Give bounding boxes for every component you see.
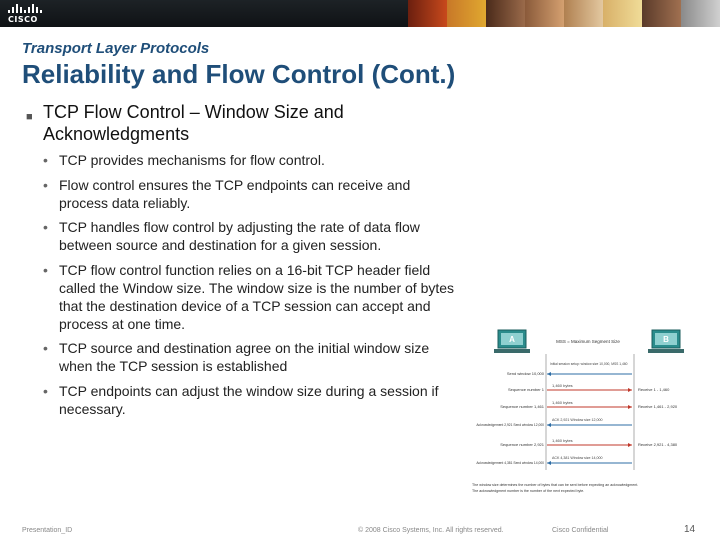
mss-label: MSS = Maximum Segment Size [556,339,620,344]
row-left-label: Acknowledgement 4,381 Send window 14,000 [476,461,544,465]
main-bullet [26,101,456,145]
row-center-label: ACK 2,921 Window size 12,000 [552,418,603,422]
row-center-label: ACK 4,381 Window size 14,000 [552,456,603,460]
list-item-text: TCP handles flow control by adjusting the rate of data flow between source and destination for a given session. [59,219,420,253]
segment-row [508,383,670,392]
bullet-dot-icon: • [43,219,48,235]
list-item [43,382,463,418]
ack-row [476,456,632,465]
row-left-label: Sequence number 1,461 [500,404,544,409]
window-size-diagram [468,326,708,498]
segment-row [500,400,678,409]
square-bullet-icon: ■ [26,111,33,123]
list-item-text: TCP provides mechanisms for flow control. [59,152,325,168]
banner-photo-strip [408,0,720,27]
bullet-dot-icon: • [43,340,48,356]
list-item [43,151,463,169]
top-banner [0,0,720,27]
section-subtitle: Transport Layer Protocols [22,40,210,57]
banner-photo [681,0,720,27]
row-left-label: Acknowledgement 2,921 Send window 12,000 [476,423,544,427]
diagram-note-ack: The acknowledgment number is the number of the next expected byte. [472,489,585,493]
bullet-dot-icon: • [43,261,48,278]
page-number: 14 [684,524,696,535]
banner-photo [642,0,681,27]
row-left-label: Sequence number 2,921 [500,442,544,447]
row-left-label: Sequence number 1 [507,387,544,392]
list-item [43,218,463,254]
session-setup-row [507,362,632,376]
list-item-text: TCP endpoints can adjust the window size during a session if necessary. [59,382,439,417]
list-item-text: TCP flow control function relies on a 16-bit TCP header field called the Window size. The window size is the number of bytes that the destination device of a TCP session can accept and process at one time. [59,261,455,332]
list-item [43,176,463,212]
footer-confidential: Cisco Confidential [552,527,609,534]
row-right-label: Receive 1 - 1,460 [638,387,670,392]
footer-copyright: © 2008 Cisco Systems, Inc. All rights reserved. [358,527,504,534]
host-b-label: B [663,335,669,344]
slide-title: Reliability and Flow Control (Cont.) [22,59,456,89]
list-item-text: Flow control ensures the TCP endpoints can receive and process data reliably. [59,176,411,211]
banner-photo [564,0,603,27]
banner-photo [447,0,486,27]
list-item-text: TCP source and destination agree on the initial window size when the TCP session is established [59,340,430,374]
row-center-label: 1,460 bytes [552,438,573,443]
segment-row [500,438,678,447]
cisco-logo [8,4,42,24]
ack-row [476,418,632,427]
banner-photo [486,0,525,27]
row-left-label: Send window 10,000 [506,371,544,376]
window-size-diagram-svg [468,326,708,498]
row-right-label: Receive 1,461 - 2,920 [638,404,678,409]
row-center-label: 1,460 bytes [552,400,573,405]
banner-photo [525,0,564,27]
row-center-label: 1,460 bytes [552,383,573,388]
bullet-dot-icon: • [43,152,48,168]
footer-presentation-id: Presentation_ID [22,527,73,534]
banner-photo [603,0,642,27]
list-item [43,339,463,375]
row-center-label: Initial session setup: window size 10,000, MSS 1,460 [550,362,628,366]
cisco-logo-bars [8,4,42,13]
host-a-label: A [509,335,515,344]
cisco-logo-text: CISCO [8,15,38,24]
row-right-label: Receive 2,921 - 4,380 [638,442,678,447]
diagram-note-window: The window size determines the number of bytes that can be sent before expecting an acknowledgment. [472,483,639,487]
list-item [43,261,463,333]
banner-photo [408,0,447,27]
sub-bullet-list [43,151,463,424]
bullet-dot-icon: • [43,176,48,193]
main-bullet-text: TCP Flow Control – Window Size and Acknowledgments [43,102,344,144]
bullet-dot-icon: • [43,382,48,399]
